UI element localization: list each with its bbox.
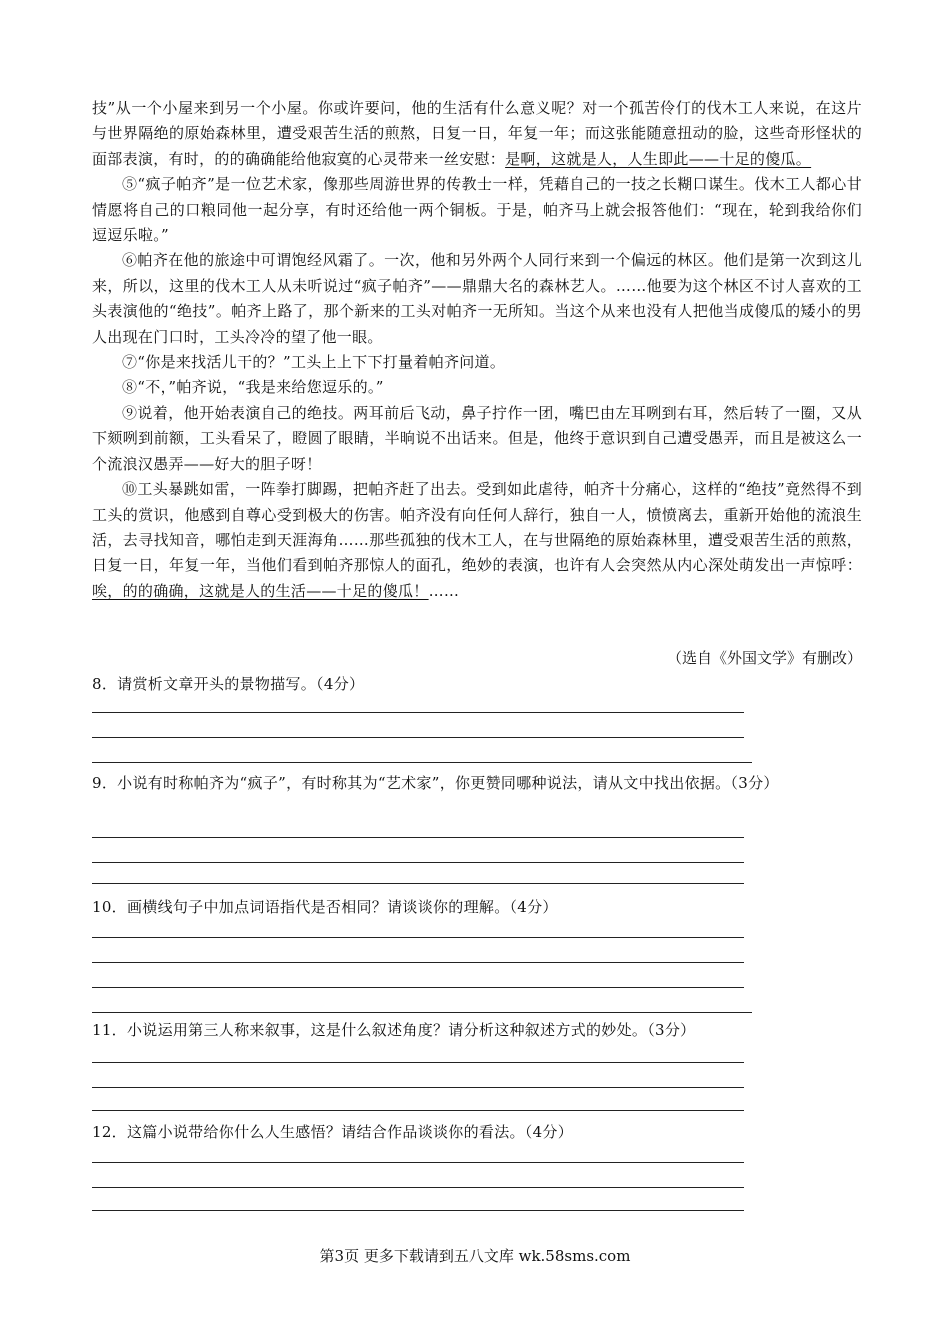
paragraph-text: ⑩工头暴跳如雷，一阵拳打脚踢，把帕齐赶了出去。受到如此虐待，帕齐十分痛心，这样的“绝技”竟然得不到工头的赏识，他感到自尊心受到极大的伤害。帕齐没有向任何人辞行，独自一人，愤愤离去，重新开始他的流浪生活，去寻找知音，哪怕走到天涯海角……那些孤独的伐木工人，在与世隔绝的原始森林里，遭受艰苦生活的煎熬，日复一日，年复一年，当他们看到帕齐那惊人的面孔，绝妙的表演，也许有人会突然从内心深处萌发出一声惊呼：: [92, 480, 862, 575]
answer-line: [92, 1187, 744, 1188]
question-9: 9．小说有时称帕齐为“疯子”，有时称其为“艺术家”，你更赞同哪种说法，请从文中找出依据。（3分）: [92, 774, 779, 792]
answer-line: [92, 1087, 744, 1088]
answer-line: [92, 987, 744, 988]
question-10: 10．画横线句子中加点词语指代是否相同？请谈谈你的理解。（4分）: [92, 898, 558, 916]
answer-line: [92, 737, 744, 738]
answer-line: [92, 1210, 744, 1211]
paragraph-4-continued: [92, 96, 862, 172]
answer-line: [92, 883, 744, 884]
paragraph-5: ⑤“疯子帕齐”是一位艺术家，像那些周游世界的传教士一样，凭藉自己的一技之长糊口谋生。伐木工人都心甘情愿将自己的口粮同他一起分享，有时还给他一两个铜板。于是，帕齐马上就会报答他们：“现在，轮到我给你们逗逗乐啦。”: [92, 175, 862, 245]
answer-line: [92, 837, 744, 838]
paragraph-6: ⑥帕齐在他的旅途中可谓饱经风霜了。一次，他和另外两个人同行来到一个偏远的林区。他们是第一次到这儿来，所以，这里的伐木工人从未听说过“疯子帕齐”——鼎鼎大名的森林艺人。……他要为这个林区不讨人喜欢的工头表演他的“绝技”。帕齐上路了，那个新来的工头对帕齐一无所知。当这个从来也没有人把他当成傻瓜的矮小的男人出现在门口时，工头冷冷的望了他一眼。: [92, 251, 862, 346]
paragraph-7: ⑦“你是来找活儿干的？”工头上上下下打量着帕齐问道。: [122, 353, 506, 372]
paragraph-8: ⑧“不，”帕齐说，“我是来给您逗乐的。”: [122, 378, 384, 397]
answer-line: [92, 1162, 744, 1163]
answer-line: [92, 862, 744, 863]
underlined-sentence-1: 是啊，这就是人，人生即此——十足的傻瓜。: [505, 149, 812, 168]
question-12: 12．这篇小说带给你什么人生感悟？请结合作品谈谈你的看法。（4分）: [92, 1123, 574, 1141]
underlined-sentence-2: 唉，的的确确，这就是人的生活——十足的傻瓜！: [92, 581, 429, 600]
answer-line: [92, 937, 744, 938]
answer-line: [92, 962, 744, 963]
source-citation: （选自《外国文学》有删改）: [666, 649, 862, 667]
answer-line: [92, 712, 744, 713]
paragraph-text: 技”从一个小屋来到另一个小屋。你或许要问，他的生活有什么意义呢？对一个孤苦伶仃的伐木工人来说，在这片与世界隔绝的原始森林里，遭受艰苦生活的煎熬，日复一日，年复一年；而这张能随意扭动的脸，这些奇形怪状的面部表演，有时，的的确确能给他寂寞的心灵带来一丝安慰：: [92, 99, 862, 168]
answer-line: [92, 762, 752, 763]
question-8: 8．请赏析文章开头的景物描写。（4分）: [92, 675, 365, 693]
question-11: 11．小说运用第三人称来叙事，这是什么叙述角度？请分析这种叙述方式的妙处。（3分）: [92, 1021, 696, 1039]
answer-line: [92, 1062, 744, 1063]
story-passage: [92, 96, 862, 604]
answer-line: [92, 1012, 752, 1013]
answer-line: [92, 1110, 744, 1111]
page-footer: 第3页 更多下载请到五八文库 wk.58sms.com: [319, 1247, 631, 1265]
paragraph-10: [92, 477, 862, 604]
ellipsis: ……: [428, 581, 460, 600]
paragraph-9: ⑨说着，他开始表演自己的绝技。两耳前后飞动，鼻子拧作一团，嘴巴由左耳咧到右耳，然后转了一圈，又从下颏咧到前额，工头看呆了，瞪圆了眼睛，半晌说不出话来。但是，他终于意识到自己遭受愚弄，而且是被这么一个流浪汉愚弄——好大的胆子呀！: [92, 403, 862, 473]
